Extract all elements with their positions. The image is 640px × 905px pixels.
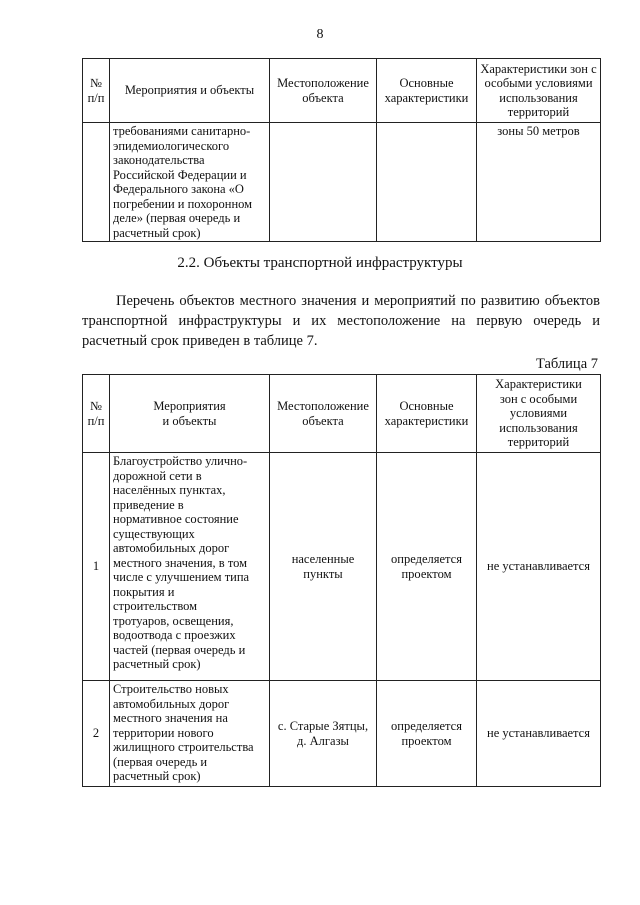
- transport-objects-table: [82, 374, 601, 787]
- header-objects: Мероприятия и объекты: [110, 375, 270, 453]
- table-caption: Таблица 7: [535, 356, 598, 372]
- row-characteristics: определяется проектом: [377, 681, 477, 787]
- header-objects: Мероприятия и объекты: [110, 59, 270, 123]
- row-zones: не устанавливается: [477, 453, 601, 681]
- header-location: Местоположение объекта: [270, 375, 377, 453]
- row-zones: зоны 50 метров: [477, 123, 601, 242]
- row-description: требованиями санитарно- эпидемиологического законодательства Российской Федерации и Федерального закона «О погребении и похоронном деле» (первая очередь и расчетный срок): [110, 123, 270, 242]
- row-num: 1: [83, 453, 110, 681]
- row-num: 2: [83, 681, 110, 787]
- header-characteristics: Основные характеристики: [377, 59, 477, 123]
- section-heading: 2.2. Объекты транспортной инфраструктуры: [177, 255, 463, 271]
- row-num: [83, 123, 110, 242]
- table-header-row: [83, 59, 601, 123]
- row-characteristics: [377, 123, 477, 242]
- body-paragraph: Перечень объектов местного значения и мероприятий по развитию объектов транспортной инфраструктуры и их местоположение на первую очередь и расчетный срок приведен в таблице 7.: [82, 293, 600, 349]
- header-zones: Характеристики зон с особыми условиями использования территорий: [477, 375, 601, 453]
- row-location: с. Старые Зятцы, д. Алгазы: [270, 681, 377, 787]
- table-row: [83, 123, 601, 242]
- table-header-row: [83, 375, 601, 453]
- continued-objects-table: [82, 58, 601, 242]
- row-location: населенные пункты: [270, 453, 377, 681]
- row-description: Благоустройство улично- дорожной сети в населённых пунктах, приведение в нормативное состояние существующих автомобильных дорог местного значения, в том числе с улучшением типа покрытия и строительством тротуаров, освещения, водоотвода с проезжих частей (первая очередь и расчетный срок): [110, 453, 270, 681]
- page-number: 8: [316, 27, 324, 42]
- row-characteristics: определяется проектом: [377, 453, 477, 681]
- table-row: [83, 453, 601, 681]
- header-characteristics: Основные характеристики: [377, 375, 477, 453]
- header-num: № п/п: [83, 59, 110, 123]
- row-description: Строительство новых автомобильных дорог местного значения на территории нового жилищного строительства (первая очередь и расчетный срок): [110, 681, 270, 787]
- table-row: [83, 681, 601, 787]
- row-location: [270, 123, 377, 242]
- header-location: Местоположение объекта: [270, 59, 377, 123]
- row-zones: не устанавливается: [477, 681, 601, 787]
- header-zones: Характеристики зон с особыми условиями использования территорий: [477, 59, 601, 123]
- header-num: № п/п: [83, 375, 110, 453]
